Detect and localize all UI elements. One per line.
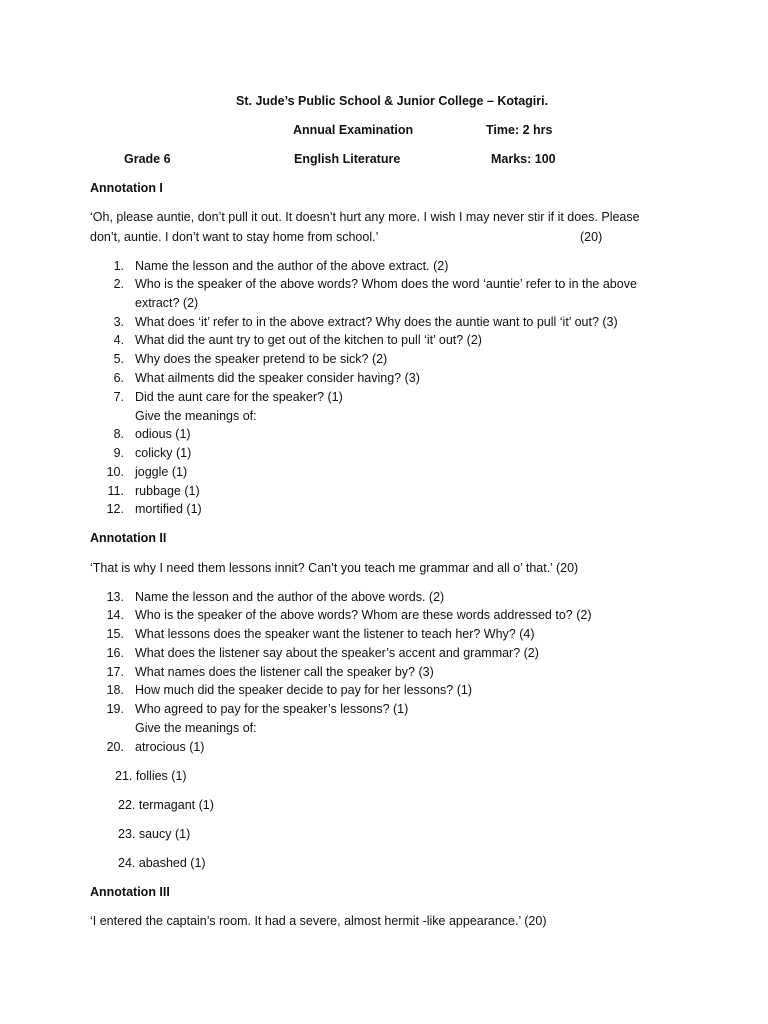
- question-text: odious (1): [135, 427, 191, 441]
- question-text: How much did the speaker decide to pay for her lessons? (1): [135, 683, 472, 697]
- question-number: 5.: [113, 352, 124, 366]
- annotation-2-meanings-label: Give the meanings of:: [135, 721, 257, 735]
- annotation-1-extract-line1: ‘Oh, please auntie, don’t pull it out. It doesn’t hurt any more. I wish I may never stir if it does. Please: [90, 210, 640, 224]
- question-text: Name the lesson and the author of the above words. (2): [135, 590, 445, 604]
- question-number: 6.: [113, 371, 124, 385]
- exam-name: Annual Examination: [293, 123, 414, 137]
- question-number: 1.: [113, 259, 124, 273]
- question-text: Why does the speaker pretend to be sick? (2): [135, 352, 388, 366]
- question-number: 20.: [106, 740, 124, 754]
- question-number: 9.: [113, 446, 124, 460]
- question-text-continued: extract? (2): [135, 296, 199, 310]
- annotation-2-extract: ‘That is why I need them lessons innit? Can’t you teach me grammar and all o’ that.’ (20): [90, 561, 579, 575]
- annotation-2-heading: Annotation II: [90, 531, 167, 545]
- annotation-1-meanings-label: Give the meanings of:: [135, 409, 257, 423]
- list-item: 21. follies (1): [115, 769, 187, 783]
- question-text: rubbage (1): [135, 484, 200, 498]
- question-number: 13.: [106, 590, 124, 604]
- question-text: joggle (1): [135, 465, 188, 479]
- grade-label: Grade 6: [124, 152, 171, 166]
- question-number: 8.: [113, 427, 124, 441]
- question-number: 3.: [113, 315, 124, 329]
- question-text: What names does the listener call the speaker by? (3): [135, 665, 434, 679]
- annotation-3-heading: Annotation III: [90, 885, 170, 899]
- question-number: 14.: [106, 608, 124, 622]
- list-item: 22. termagant (1): [118, 798, 214, 812]
- school-title: St. Jude’s Public School & Junior College – Kotagiri.: [236, 94, 549, 108]
- question-number: 10.: [106, 465, 124, 479]
- question-text: What did the aunt try to get out of the kitchen to pull ‘it’ out? (2): [135, 333, 482, 347]
- annotation-3-extract: ‘I entered the captain’s room. It had a severe, almost hermit -like appearance.’ (20): [90, 914, 547, 928]
- list-item: 23. saucy (1): [118, 827, 191, 841]
- question-text: What does ‘it’ refer to in the above extract? Why does the auntie want to pull ‘it’ out? (3): [135, 315, 618, 329]
- question-number: 7.: [113, 390, 124, 404]
- marks-label: Marks: 100: [491, 152, 556, 166]
- question-text: What does the listener say about the speaker’s accent and grammar? (2): [135, 646, 539, 660]
- question-number: 16.: [106, 646, 124, 660]
- question-number: 2.: [113, 277, 124, 291]
- annotation-1-extract-marks: (20): [580, 230, 603, 244]
- question-text: Name the lesson and the author of the above extract. (2): [135, 259, 449, 273]
- question-number: 19.: [106, 702, 124, 716]
- exam-time: Time: 2 hrs: [486, 123, 553, 137]
- question-text: Who agreed to pay for the speaker’s lessons? (1): [135, 702, 409, 716]
- question-text: mortified (1): [135, 502, 202, 516]
- annotation-1-extract-line2: don’t, auntie. I don’t want to stay home from school.’: [90, 230, 379, 244]
- question-text: What ailments did the speaker consider having? (3): [135, 371, 420, 385]
- question-text: Who is the speaker of the above words? Whom are these words addressed to? (2): [135, 608, 592, 622]
- list-item: 24. abashed (1): [118, 856, 206, 870]
- question-text: What lessons does the speaker want the listener to teach her? Why? (4): [135, 627, 535, 641]
- question-number: 4.: [113, 333, 124, 347]
- question-text: Did the aunt care for the speaker? (1): [135, 390, 343, 404]
- annotation-1-heading: Annotation I: [90, 181, 163, 195]
- question-text: colicky (1): [135, 446, 192, 460]
- subject-label: English Literature: [294, 152, 401, 166]
- question-text: Who is the speaker of the above words? Whom does the word ‘auntie’ refer to in the above: [135, 277, 637, 291]
- question-text: atrocious (1): [135, 740, 205, 754]
- question-number: 11.: [107, 484, 124, 498]
- question-number: 18.: [106, 683, 124, 697]
- question-number: 15.: [106, 627, 124, 641]
- question-number: 12.: [106, 502, 124, 516]
- question-number: 17.: [106, 665, 124, 679]
